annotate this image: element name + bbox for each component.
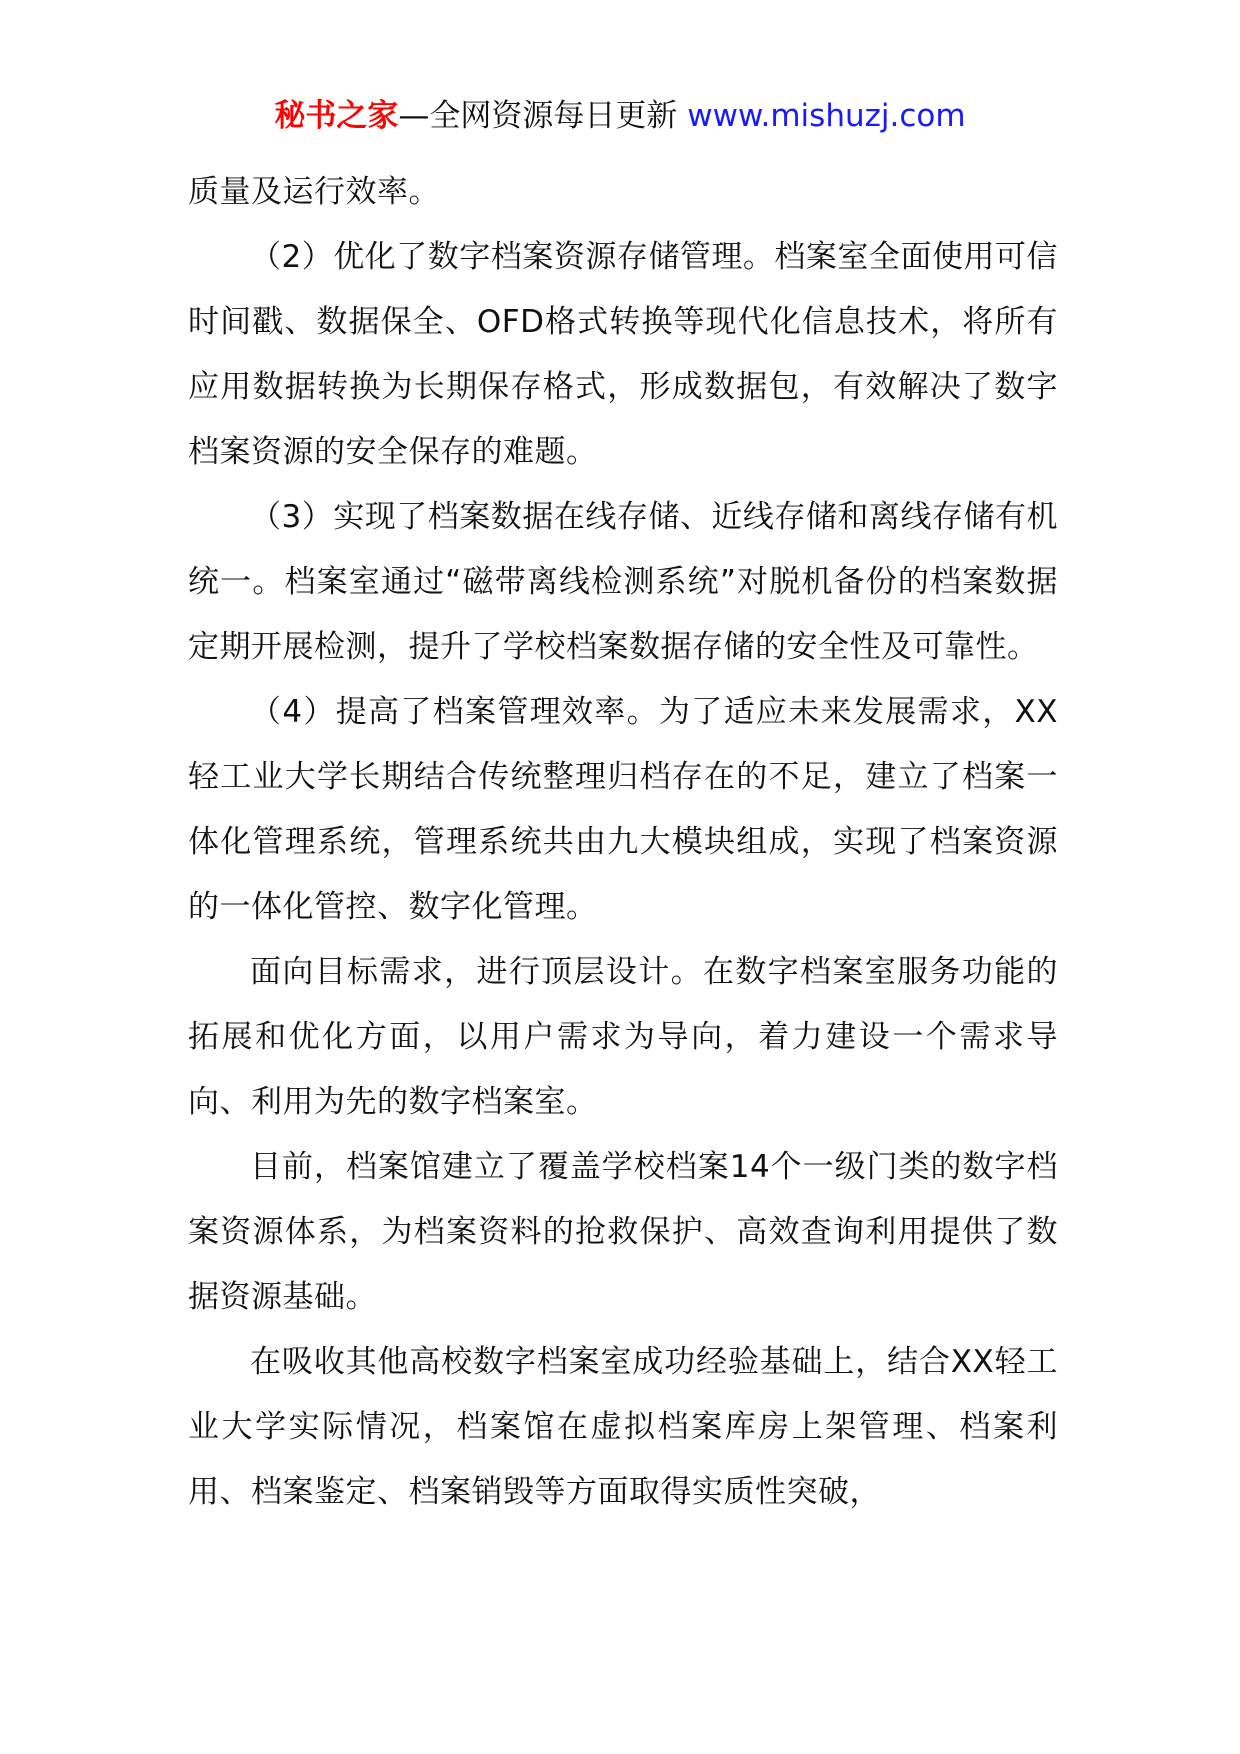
paragraph: 目前，档案馆建立了覆盖学校档案14个一级门类的数字档案资源体系，为档案资料的抢救保护、高效查询利用提供了数据资源基础。 xyxy=(188,1149,1058,1315)
page-header xyxy=(0,98,1240,135)
header-url-link[interactable]: www.mishuzj.com xyxy=(687,98,966,134)
paragraph: 面向目标需求，进行顶层设计。在数字档案室服务功能的拓展和优化方面，以用户需求为导向，着力建设一个需求导向、利用为先的数字档案室。 xyxy=(188,954,1058,1120)
paragraph: （3）实现了档案数据在线存储、近线存储和离线存储有机统一。档案室通过“磁带离线检测系统”对脱机备份的档案数据定期开展检测，提升了学校档案数据存储的安全性及可靠性。 xyxy=(188,499,1058,665)
paragraph: （4）提高了档案管理效率。为了适应未来发展需求，XX轻工业大学长期结合传统整理归档存在的不足，建立了档案一体化管理系统，管理系统共由九大模块组成，实现了档案资源的一体化管控、数字化管理。 xyxy=(188,694,1058,925)
document-body xyxy=(188,160,1058,1525)
paragraph: 质量及运行效率。 xyxy=(188,174,440,210)
paragraph: （2）优化了数字档案资源存储管理。档案室全面使用可信时间戳、数据保全、OFD格式转换等现代化信息技术，将所有应用数据转换为长期保存格式，形成数据包，有效解决了数字档案资源的安全保存的难题。 xyxy=(188,239,1058,470)
header-brand: 秘书之家 xyxy=(274,98,399,134)
paragraph: 在吸收其他高校数字档案室成功经验基础上，结合XX轻工业大学实际情况，档案馆在虚拟档案库房上架管理、档案利用、档案鉴定、档案销毁等方面取得实质性突破， xyxy=(188,1344,1058,1510)
header-slogan: —全网资源每日更新 xyxy=(398,98,688,134)
